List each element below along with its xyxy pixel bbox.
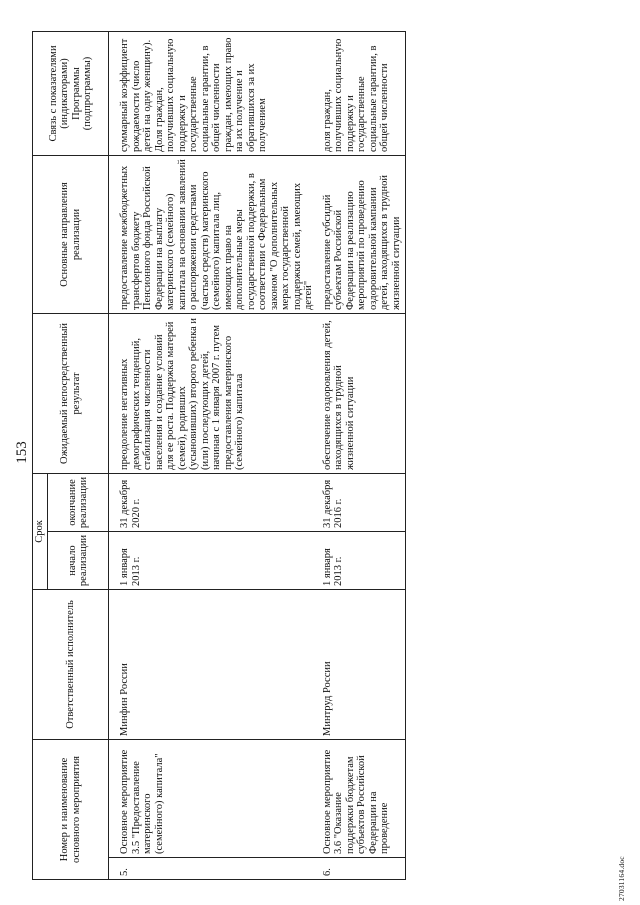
measure-name: Основное мероприятие 3.5 "Предоставление материнского (семейного) капитала" <box>109 740 318 858</box>
indicator-link: доля граждан, получивших социальную поддержку и государственные социальные гарантии, в общей численности <box>318 31 406 155</box>
page-number: 153 <box>14 441 30 464</box>
program-measures-table <box>32 31 406 880</box>
header-executor: Ответственный исполнитель <box>33 590 109 740</box>
main-directions: предоставление субсидий субъектам Российской Федерации на реализацию мероприятий по проведению оздоровительной кампании детей, находящихся в трудной жизненной ситуации <box>318 155 406 313</box>
table-row <box>109 31 318 879</box>
main-directions: предоставление межбюджетных трансфертов бюджету Пенсионного фонда Российской Федерации на выплату материнского (семейного) капитала на основании заявлений о распоряжении средствами (частью средств) материнского (семейного) капитала лиц, имеющих право на дополнительные меры государственной поддержки, в соответствии с Федеральным законом "О дополнительных мерах государственной поддержки семей, имеющих детей" <box>109 155 318 313</box>
end-date: 31 декабря 2016 г. <box>318 473 406 531</box>
header-directions: Основные направления реализации <box>33 155 109 313</box>
header-term: Срок <box>33 473 48 589</box>
indicator-link: суммарный коэффициент рождаемости (число детей на одну женщину). Доля граждан, получивших социальную поддержку и государственные социальные гарантии, в общей численности граждан, имеющих право на их получение и обратившихся за их получением <box>109 31 318 155</box>
row-number: 6. <box>318 858 406 880</box>
expected-result: преодоление негативных демографических тенденций, стабилизация численности населения и создание условий для ее роста. Поддержка матерей (семей), родивших (усыновивших) второго ребенка и (или) последующих детей, начиная с 1 января 2007 г. путем предоставления материнского (семейного) капитала <box>109 313 318 473</box>
document-code: 27031164.doc <box>617 856 626 901</box>
end-date: 31 декабря 2020 г. <box>109 473 318 531</box>
start-date: 1 января 2013 г. <box>318 532 406 590</box>
start-date: 1 января 2013 г. <box>109 532 318 590</box>
executor: Минфин России <box>109 590 318 740</box>
header-number-name: Номер и наименование основного мероприятия <box>33 740 109 880</box>
measure-name: Основное мероприятие 3.6 "Оказание поддержки бюджетам субъектов Российской Федерации на проведение <box>318 740 406 858</box>
header-result: Ожидаемый непосредственный результат <box>33 313 109 473</box>
row-number: 5. <box>109 858 318 880</box>
header-end: окончание реализации <box>48 473 109 531</box>
table-row <box>318 31 406 879</box>
header-link: Связь с показателями (индикаторами) Программы (подпрограммы) <box>33 31 109 155</box>
expected-result: обеспечение оздоровления детей, находящихся в трудной жизненной ситуации <box>318 313 406 473</box>
executor: Минтруд России <box>318 590 406 740</box>
header-start: начало реализации <box>48 532 109 590</box>
